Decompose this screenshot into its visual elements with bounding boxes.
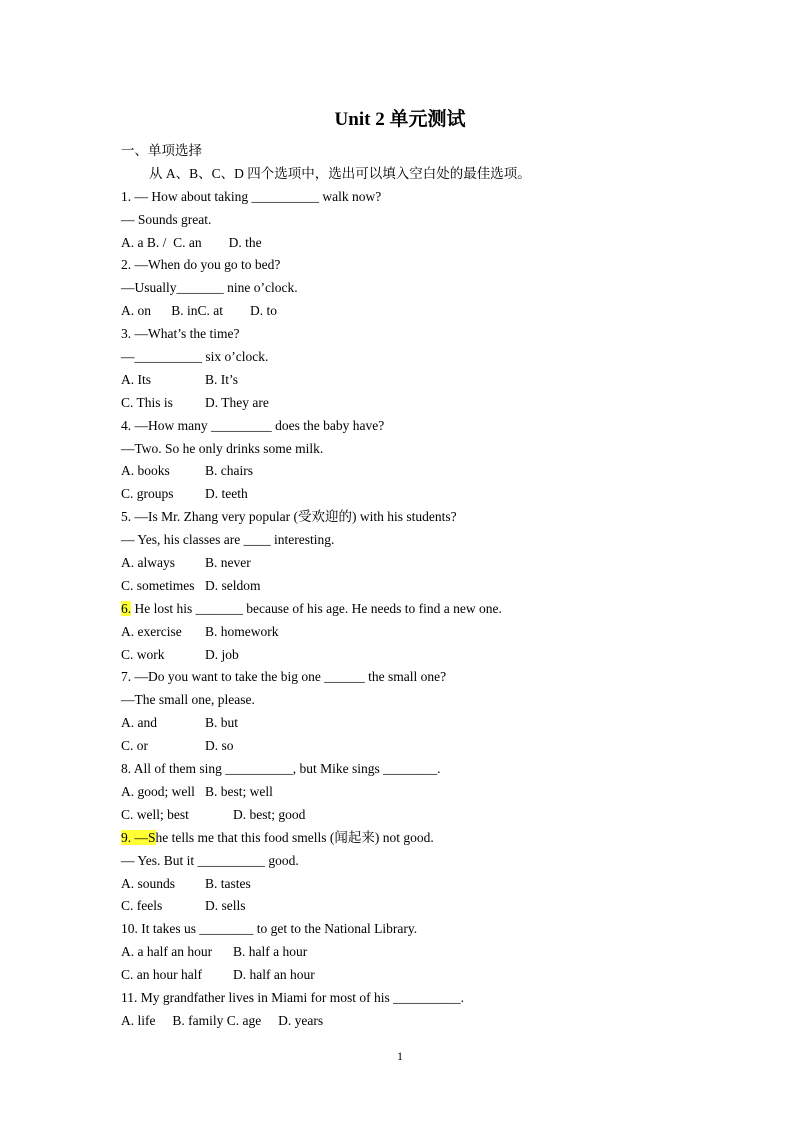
q9-number-highlight: 9. —S xyxy=(121,829,156,845)
q11-option-a: A. life xyxy=(121,1012,156,1028)
q5-options-row2 xyxy=(121,575,761,598)
q4-option-c: C. groups xyxy=(121,486,174,502)
q3-options-row1 xyxy=(121,369,761,392)
q4-options-row2 xyxy=(121,483,761,506)
q1-option-d: D. the xyxy=(228,234,262,250)
q3-option-b: B. It’s xyxy=(205,371,239,387)
q8-options-row2 xyxy=(121,804,761,827)
q1-option-c: C. an xyxy=(173,234,202,250)
q1-stem: 1. — How about taking __________ walk now? xyxy=(121,188,382,204)
q6-stem xyxy=(121,598,761,621)
q3-option-d: D. They are xyxy=(205,394,269,410)
q8-option-b: B. best; well xyxy=(205,783,273,799)
q7-reply: —The small one, please. xyxy=(121,692,255,708)
q3-options-row2 xyxy=(121,392,761,415)
q7-options-row2 xyxy=(121,735,761,758)
q7-options-row1 xyxy=(121,712,761,735)
q7-option-c: C. or xyxy=(121,738,148,754)
q11-stem: 11. My grandfather lives in Miami for most of his __________. xyxy=(121,989,464,1005)
q5-reply: — Yes, his classes are ____ interesting. xyxy=(121,532,335,548)
q9-option-c: C. feels xyxy=(121,898,163,914)
section-heading: 一、单项选择 xyxy=(121,143,202,158)
q9-option-a: A. sounds xyxy=(121,875,176,891)
q4-options-row1 xyxy=(121,460,761,483)
q8-stem: 8. All of them sing __________, but Mike sings ________. xyxy=(121,761,441,777)
q10-option-b: B. half a hour xyxy=(233,944,308,960)
q4-option-a: A. books xyxy=(121,463,170,479)
q7-option-d: D. so xyxy=(205,738,234,754)
q11-option-d: D. years xyxy=(278,1012,324,1028)
q3-stem: 3. —What’s the time? xyxy=(121,326,240,342)
q9-option-b: B. tastes xyxy=(205,875,251,891)
q8-option-c: C. well; best xyxy=(121,806,189,822)
q10-option-a: A. a half an hour xyxy=(121,944,213,960)
q4-reply: —Two. So he only drinks some milk. xyxy=(121,440,324,456)
page-title: Unit 2 单元测试 xyxy=(334,109,466,130)
instruction: 从 A、B、C、D 四个选项中，选出可以填入空白处的最佳选项。 xyxy=(149,165,531,181)
q5-option-b: B. never xyxy=(205,555,251,571)
q4-stem: 4. —How many _________ does the baby have? xyxy=(121,417,385,433)
question-list xyxy=(121,140,761,1033)
q9-reply: — Yes. But it __________ good. xyxy=(121,852,299,868)
q2-option-a: A. on xyxy=(121,303,151,319)
q4-option-d: D. teeth xyxy=(205,486,248,502)
q1-option-a: A. a xyxy=(121,234,144,250)
q3-option-a: A. Its xyxy=(121,371,151,387)
q10-stem: 10. It takes us ________ to get to the National Library. xyxy=(121,921,418,937)
q9-options-row2 xyxy=(121,895,761,918)
q2-option-b: B. in xyxy=(171,303,198,319)
q5-option-c: C. sometimes xyxy=(121,577,195,593)
q6-options-row2 xyxy=(121,644,761,667)
q1-option-b: B. / xyxy=(146,234,167,250)
q2-options xyxy=(121,300,761,323)
q7-option-a: A. and xyxy=(121,715,157,731)
q6-number-highlight: 6. xyxy=(121,600,132,616)
q2-stem: 2. —When do you go to bed? xyxy=(121,257,281,273)
q6-option-c: C. work xyxy=(121,646,165,662)
q7-stem: 7. —Do you want to take the big one ______ the small one? xyxy=(121,669,447,685)
q6-option-d: D. job xyxy=(205,646,239,662)
q6-options-row1 xyxy=(121,621,761,644)
q10-option-c: C. an hour half xyxy=(121,967,202,983)
q3-reply: —__________ six o’clock. xyxy=(121,349,269,365)
q2-option-d: D. to xyxy=(250,303,278,319)
q9-stem xyxy=(121,827,761,850)
q11-option-b: B. family xyxy=(172,1012,224,1028)
q1-options xyxy=(121,232,761,255)
q5-option-d: D. seldom xyxy=(205,577,261,593)
q5-option-a: A. always xyxy=(121,555,175,571)
q10-option-d: D. half an hour xyxy=(233,967,315,983)
q9-option-d: D. sells xyxy=(205,898,246,914)
q9-stem-text: he tells me that this food smells (闻起来) not good. xyxy=(155,829,434,845)
q6-option-b: B. homework xyxy=(205,623,279,639)
q1-reply: — Sounds great. xyxy=(121,211,212,227)
q7-option-b: B. but xyxy=(205,715,239,731)
q6-stem-text: He lost his _______ because of his age. He needs to find a new one. xyxy=(131,600,502,616)
q8-options-row1 xyxy=(121,781,761,804)
q9-options-row1 xyxy=(121,873,761,896)
q10-options-row1 xyxy=(121,941,761,964)
q8-option-d: D. best; good xyxy=(233,806,306,822)
q11-option-c: C. age xyxy=(226,1012,262,1028)
q5-options-row1 xyxy=(121,552,761,575)
q2-option-c: C. at xyxy=(197,303,224,319)
q6-option-a: A. exercise xyxy=(121,623,182,639)
q3-option-c: C. This is xyxy=(121,394,173,410)
q5-stem: 5. —Is Mr. Zhang very popular (受欢迎的) with his students? xyxy=(121,509,457,525)
page-number: 1 xyxy=(397,1049,403,1063)
q10-options-row2 xyxy=(121,964,761,987)
q11-options xyxy=(121,1010,761,1033)
q4-option-b: B. chairs xyxy=(205,463,253,479)
q8-option-a: A. good; well xyxy=(121,783,195,799)
q2-reply: —Usually_______ nine o’clock. xyxy=(121,280,298,296)
